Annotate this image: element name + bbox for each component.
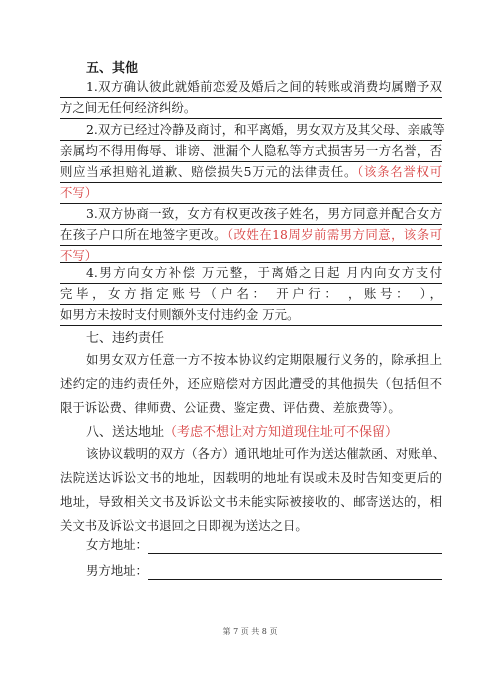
section-8-line-1: 该协议载明的双方（各方）通讯地址可作为送达催款函、对账单、 — [86, 446, 446, 461]
item-1-line-1: 1.双方确认彼此就婚前恋爱及婚后之间的转账或消费均属赠予双 — [86, 79, 442, 94]
section-8-body — [60, 442, 446, 538]
section-7-line-2: 述约定的违约责任外，还应赔偿对方因此遭受的其他损失（包括但不 — [60, 376, 442, 391]
section-7-line-1: 如男女双方任意一方不按本协议约定期限履行义务的，除承担上 — [86, 352, 442, 367]
text-underline — [60, 325, 442, 326]
item-3-note-1: （改姓在18周岁前需男方同意，该条可 — [226, 227, 442, 242]
section-8-title: 八、送达地址 — [86, 425, 165, 440]
item-2-note-2: 不写） — [60, 185, 98, 200]
section-7-line-3: 限于诉讼费、律师费、公证费、鉴定费、评估费、差旅费等）。 — [60, 400, 401, 415]
section-7-body — [60, 348, 442, 420]
text-underline — [60, 161, 442, 162]
male-address-label: 男方地址： — [86, 563, 148, 578]
text-underline — [60, 203, 442, 204]
female-address-field[interactable] — [148, 553, 442, 554]
item-2-line-3 — [60, 161, 442, 182]
female-address-label: 女方地址： — [86, 537, 148, 552]
item-2-note-1: （该条名誉权可 — [357, 164, 442, 179]
section-7-title: 七、违约责任 — [86, 331, 165, 346]
section-8-line-3: 地址，导致相关文书及诉讼文书未能实际被接收的、邮寄送达的，相 — [60, 494, 442, 509]
text-underline — [60, 97, 442, 98]
text-underline — [60, 245, 442, 246]
male-address-field[interactable] — [148, 579, 442, 580]
text-underline — [60, 224, 442, 225]
item-3-line-1: 3.双方协商一致，女方有权更改孩子姓名，男方同意并配合女方 — [86, 206, 442, 221]
section-8-note: （考虑不想让对方知道现住址可不保留） — [164, 425, 399, 440]
item-3-note-2: 不写） — [60, 248, 98, 263]
item-3-line-2-text: 在孩子户口所在地签字更改。 — [60, 227, 227, 242]
section-8-heading — [86, 424, 398, 442]
item-3 — [60, 203, 442, 266]
item-3-line-2 — [60, 224, 442, 245]
item-2-line-2: 亲属均不得用侮辱、诽谤、泄漏个人隐私等方式损害另一方名誉，否 — [60, 143, 442, 158]
item-4-line-1: 4.男方向女方补偿 万元整，于离婚之日起 月内向女方支付 — [86, 265, 442, 280]
text-underline — [60, 304, 442, 305]
section-8-line-4: 关文书及诉讼文书退回之日即视为送达之日。 — [60, 518, 308, 533]
item-4-line-2: 完毕，女方指定账号（户名： 开户行： ，账号： ）， — [60, 286, 442, 301]
text-underline — [60, 262, 442, 263]
item-2-line-1: 2.双方已经过冷静及商讨，和平离婚，男女双方及其父母、亲戚等 — [86, 122, 445, 137]
text-underline — [60, 118, 442, 119]
section-5-title: 五、其他 — [86, 61, 139, 76]
text-underline — [60, 182, 442, 183]
item-2-line-3-text: 则应当承担赔礼道歉、赔偿损失5万元的法律责任。 — [60, 164, 358, 179]
text-underline — [60, 140, 442, 141]
item-1-line-2: 方之间无任何经济纠纷。 — [60, 100, 197, 115]
text-underline — [60, 283, 442, 284]
item-4-line-3: 如男方未按时支付则额外支付违约金 万元。 — [60, 307, 300, 322]
page-footer: 第 7 页 共 8 页 — [222, 627, 278, 636]
item-4 — [60, 262, 442, 325]
section-8-line-2: 法院送达诉讼文书的地址，因载明的地址有误或未及时告知变更后的 — [60, 470, 442, 485]
